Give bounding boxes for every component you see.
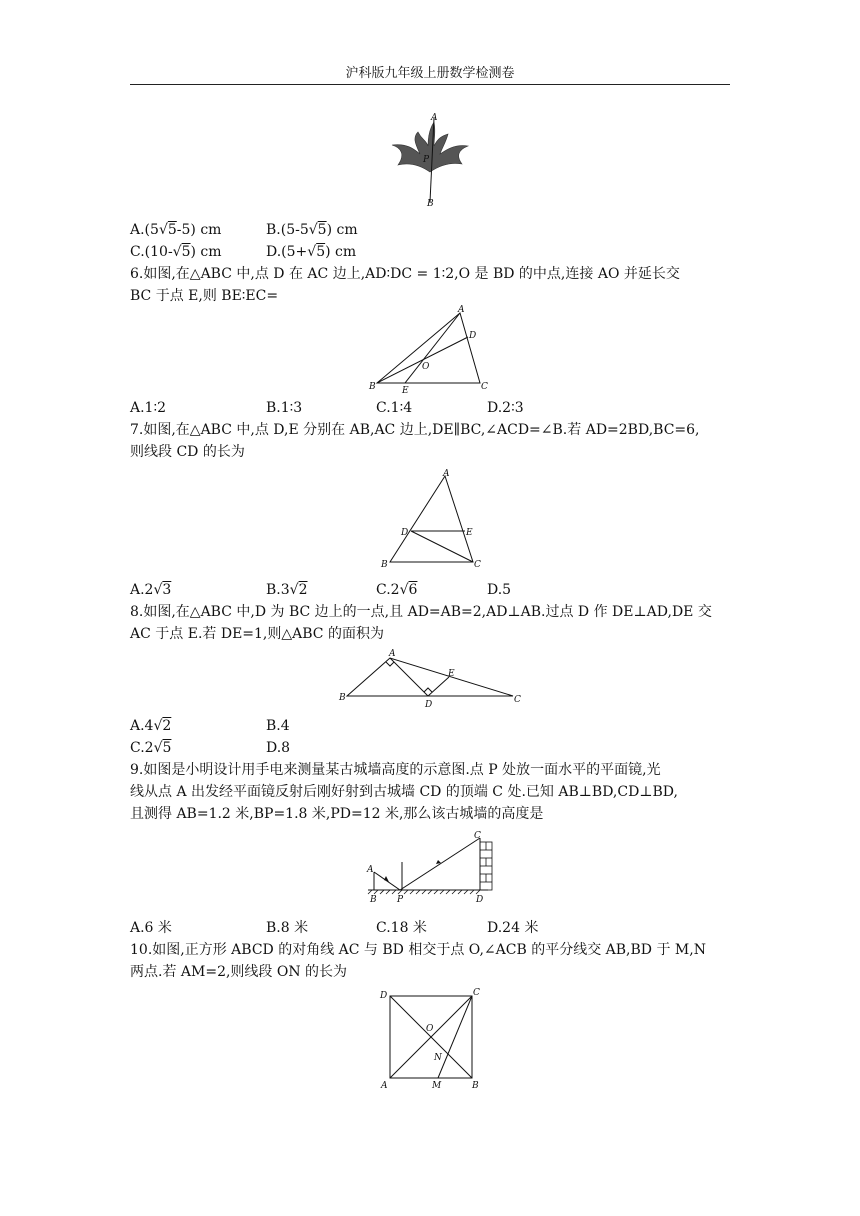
- q5-option-d: D.(5+√5) cm: [266, 244, 357, 260]
- q7-option-c: C.2√6: [376, 582, 418, 598]
- q8-label-d: D: [425, 700, 433, 710]
- q6-option-c: C.1∶4: [376, 400, 413, 416]
- q6-label-c: C: [481, 382, 488, 392]
- q8-label-b: B: [339, 693, 346, 703]
- q8-option-c: C.2√5: [130, 740, 172, 756]
- q6-text-line-2: BC 于点 E,则 BE∶EC=: [130, 288, 279, 304]
- q10-label-a: A: [381, 1081, 388, 1091]
- q8-option-a: A.4√2: [130, 718, 172, 734]
- q9-text-line-2: 线从点 A 出发经平面镜反射后刚好射到古城墙 CD 的顶端 C 处.已知 AB⊥BD,CD⊥BD,: [130, 784, 678, 800]
- q7-label-e: E: [466, 528, 473, 538]
- q7-label-d: D: [401, 528, 409, 538]
- q8-label-e: E: [448, 669, 455, 679]
- q7-label-c: C: [474, 560, 481, 570]
- q6-label-a: A: [458, 305, 465, 315]
- q9-label-c: C: [474, 831, 481, 841]
- q10-text-line-1: 10.如图,正方形 ABCD 的对角线 AC 与 BD 相交于点 O,∠ACB 的平分线交 AB,BD 于 M,N: [130, 942, 706, 958]
- q9-label-p: P: [397, 895, 404, 905]
- q6-option-b: B.1∶3: [266, 400, 303, 416]
- q8-label-a: A: [389, 649, 396, 659]
- q6-label-o: O: [422, 362, 430, 372]
- q7-figure: [375, 468, 485, 572]
- q7-label-a: A: [443, 469, 450, 479]
- q8-text-line-2: AC 于点 E.若 DE=1,则△ABC 的面积为: [130, 626, 384, 642]
- q9-figure: [360, 828, 505, 910]
- q10-label-d: D: [380, 991, 388, 1001]
- leaf-label-p: P: [423, 155, 430, 165]
- q7-option-b: B.3√2: [266, 582, 308, 598]
- leaf-label-b: B: [427, 199, 434, 209]
- q8-figure: [335, 648, 525, 712]
- q5-option-a: A.(5√5-5) cm: [130, 222, 222, 238]
- q6-label-e: E: [402, 386, 409, 395]
- leaf-figure: [380, 110, 480, 210]
- q9-option-a: A.6 米: [130, 920, 172, 936]
- q6-label-b: B: [369, 382, 376, 392]
- q7-option-a: A.2√3: [130, 582, 172, 598]
- q9-text-line-3: 且测得 AB=1.2 米,BP=1.8 米,PD=12 米,那么该古城墙的高度是: [130, 806, 544, 822]
- q7-option-d: D.5: [487, 582, 512, 598]
- q9-option-c: C.18 米: [376, 920, 427, 936]
- leaf-label-a: A: [431, 113, 438, 123]
- q5-option-c: C.(10-√5) cm: [130, 244, 222, 260]
- q10-label-n: N: [434, 1053, 442, 1063]
- q5-option-b: B.(5-5√5) cm: [266, 222, 358, 238]
- q9-label-a: A: [367, 865, 374, 875]
- page-header-title: 沪科版九年级上册数学检测卷: [345, 66, 515, 81]
- q10-figure: [372, 984, 490, 1094]
- q6-option-a: A.1∶2: [130, 400, 167, 416]
- q10-text-line-2: 两点.若 AM=2,则线段 ON 的长为: [130, 964, 348, 980]
- q7-text-line-1: 7.如图,在△ABC 中,点 D,E 分别在 AB,AC 边上,DE∥BC,∠ACD=∠B.若 AD=2BD,BC=6,: [130, 422, 700, 438]
- q8-label-c: C: [514, 695, 521, 705]
- q9-label-b: B: [370, 895, 377, 905]
- q9-label-d: D: [476, 895, 484, 905]
- q10-label-c: C: [473, 988, 480, 998]
- q10-label-o: O: [426, 1024, 434, 1034]
- q9-option-b: B.8 米: [266, 920, 309, 936]
- q10-label-m: M: [432, 1081, 442, 1091]
- q10-label-b: B: [472, 1081, 479, 1091]
- q8-option-b: B.4: [266, 718, 290, 734]
- q6-text-line-1: 6.如图,在△ABC 中,点 D 在 AC 边上,AD∶DC = 1∶2,O 是 BD 的中点,连接 AO 并延长交: [130, 266, 680, 282]
- q7-text-line-2: 则线段 CD 的长为: [130, 444, 245, 460]
- header-divider: [130, 84, 730, 85]
- q9-option-d: D.24 米: [487, 920, 539, 936]
- q6-figure: [365, 305, 495, 395]
- q8-text-line-1: 8.如图,在△ABC 中,D 为 BC 边上的一点,且 AD=AB=2,AD⊥AB.过点 D 作 DE⊥AD,DE 交: [130, 604, 712, 620]
- q8-option-d: D.8: [266, 740, 291, 756]
- q6-label-d: D: [469, 331, 477, 341]
- q6-option-d: D.2∶3: [487, 400, 524, 416]
- q7-label-b: B: [381, 560, 388, 570]
- q9-text-line-1: 9.如图是小明设计用手电来测量某古城墙高度的示意图.点 P 处放一面水平的平面镜,光: [130, 762, 661, 778]
